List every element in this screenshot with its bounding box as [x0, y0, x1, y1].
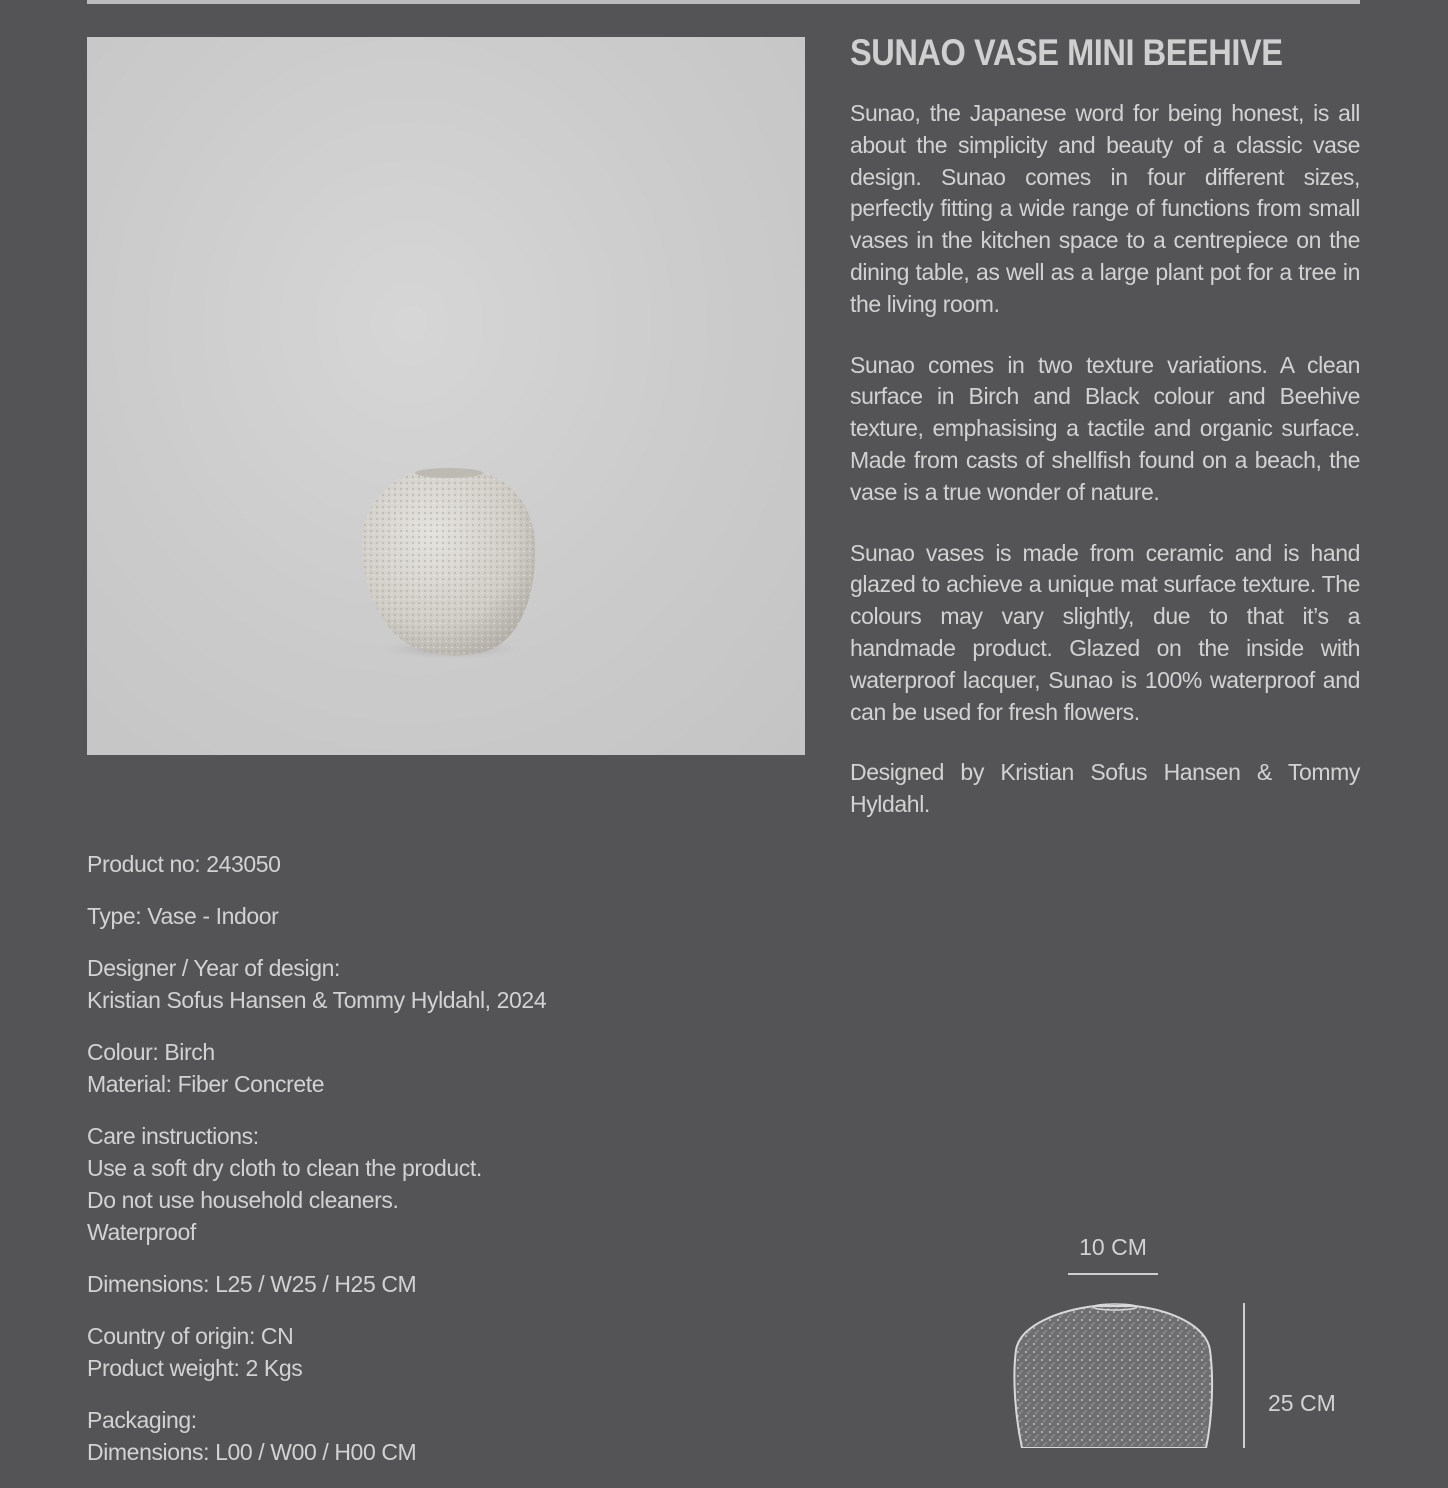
- product-info: [850, 30, 1360, 850]
- spec-care: Care instructions: Use a soft dry cloth to clean the product. Do not use household cleaners. Waterproof: [87, 1123, 482, 1245]
- spec-list: [87, 848, 787, 1488]
- description-paragraph-2: Sunao comes in two texture variations. A clean surface in Birch and Black colour and Beehive texture, emphasising a tactile and organic surface. Made from casts of shellfish found on a beach, the vase is a true wonder of nature.: [850, 351, 1360, 505]
- top-rule: [87, 0, 1360, 4]
- spec-colour-material: Colour: Birch Material: Fiber Concrete: [87, 1039, 325, 1097]
- product-title: SUNAO VASE MINI BEEHIVE: [850, 32, 1283, 73]
- spec-packaging: Packaging: Dimensions: L00 / W00 / H00 CM: [87, 1407, 417, 1465]
- product-photo: [87, 37, 805, 755]
- height-dimension-label: 25 CM: [1268, 1390, 1336, 1416]
- designer-credit: Designed by Kristian Sofus Hansen & Tommy Hyldahl.: [850, 759, 1360, 818]
- vase-image: [87, 37, 805, 755]
- spec-designer: Designer / Year of design: Kristian Sofus Hansen & Tommy Hyldahl, 2024: [87, 955, 547, 1013]
- spec-dimensions: Dimensions: L25 / W25 / H25 CM: [87, 1271, 417, 1297]
- vase-line-drawing: [1000, 1230, 1380, 1448]
- spec-origin-weight: Country of origin: CN Product weight: 2 Kgs: [87, 1323, 303, 1381]
- width-dimension-label: 10 CM: [1079, 1234, 1147, 1260]
- spec-type: Type: Vase - Indoor: [87, 903, 279, 929]
- description-paragraph-3: Sunao vases is made from ceramic and is hand glazed to achieve a unique mat surface texture. The colours may vary slightly, due to that it’s a handmade product. Glazed on the inside with waterproof lacquer, Sunao is 100% waterproof and can be used for fresh flowers.: [850, 539, 1360, 725]
- description-paragraph-1: Sunao, the Japanese word for being honest, is all about the simplicity and beauty of a classic vase design. Sunao comes in four different sizes, perfectly fitting a wide range of functions from small vases in the kitchen space to a centrepiece on the dining table, as well as a large plant pot for a tree in the living room.: [850, 100, 1360, 317]
- spec-product-no: Product no: 243050: [87, 851, 281, 877]
